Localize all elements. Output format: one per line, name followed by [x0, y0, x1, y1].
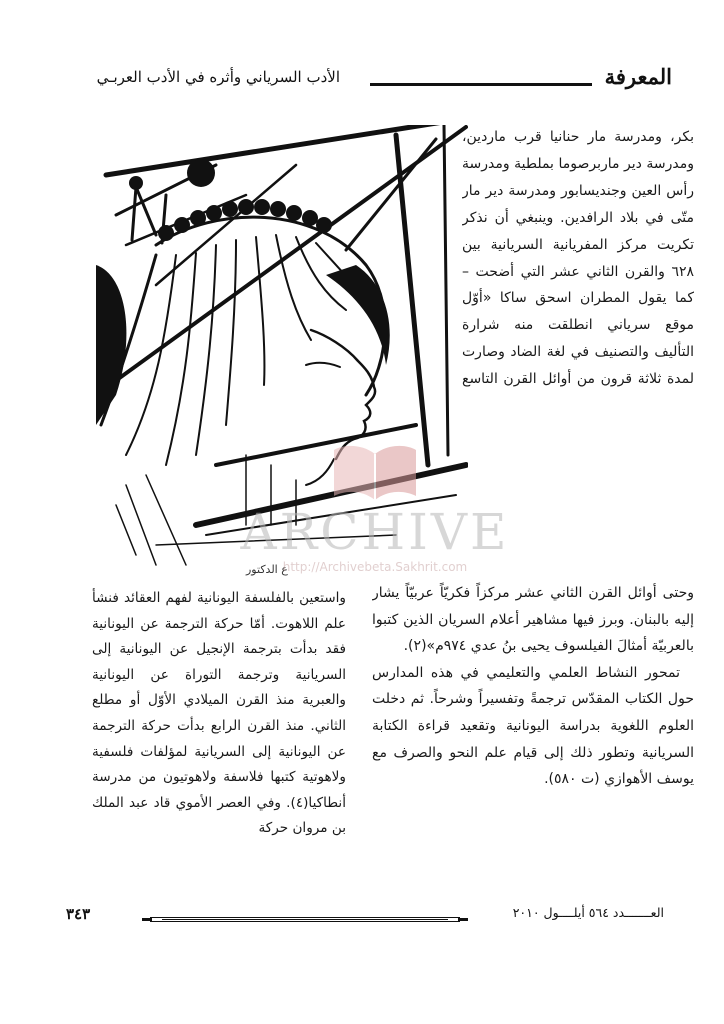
paragraph: وحتى أوائل القرن الثاني عشر مركزاً فكريّاً عربيّاً يشار إليه بالبنان. وبرز فيها مشاهير أعلام السريان الذين كتبوا بالعربيّة أمثالَ الفيلسوف يحيى بنُ عدي ٩٧٤م»(٢). [372, 585, 694, 655]
header-rule [370, 83, 592, 86]
ink-illustration [96, 125, 468, 581]
running-title: الأدب السرياني وأثره في الأدب العربـي [96, 68, 340, 86]
left-column-bottom [92, 586, 346, 892]
right-column-top [462, 124, 694, 594]
paragraph: واستعين بالفلسفة اليونانية لفهم العقائد فنشأ علم اللاهوت. أمّا حركة الترجمة عن اليونانية فقد بدأت بترجمة الإنجيل عن اليونانية إلى السريانية وترجمة التوراة عن اليونانية والعبرية منذ القرن الميلادي الأوّل أو مطلع الثاني. منذ القرن الرابع بدأت حركة الترجمة عن اليونانية إلى السريانية لمؤلفات فلسفية ولاهوتية كتبها فلاسفة ولاهوتيون من مدرسة أنطاكيا(٤). وفي العصر الأموي قاد عبد الملك بن مروان حركة [92, 590, 346, 837]
magazine-logo: المعرفة [604, 64, 672, 89]
paragraph: بكر، ومدرسة مار حنانيا قرب ماردين، ومدرسة دير ماربرصوما بملطية ومدرسة رأس العين وجنديسابور ومدرسة دير مار متّى في بلاد الرافدين. وينبغي أن نذكر تكريت مركز المفريانية السريانية بين ٦٢٨ والقرن الثاني عشر التي أضحت – كما يقول المطران اسحق ساكا «أوّل موقع سرياني انطلقت منه شرارة التأليف والتصنيف في لغة الضاد وصارت لمدة ثلاثة قرون من أوائل القرن التاسع [462, 129, 694, 388]
paragraph: تمحور النشاط العلمي والتعليمي في هذه المدارس حول الكتاب المقدّس ترجمةً وتفسيراً وشرحاً. ثم دخلت العلوم اللغوية بدراسة اليونانية وتقعيد قراءة الكتابة السريانية وتطور ذلك إلى قيام علم النحو والصرف مع يوسف الأهوازي (ت ٥٨٠). [372, 664, 694, 788]
page-number: ٣٤٣ [66, 905, 91, 923]
footer-rule [150, 915, 460, 923]
watermark-word: ARCHIVE [240, 503, 510, 561]
right-column-bottom [372, 580, 694, 900]
watermark-url: http://Archivebeta.Sakhrit.com [282, 560, 468, 574]
issue-info: العـــــــدد ٥٦٤ أيلــــول ٢٠١٠ [512, 905, 664, 920]
illustration-signature: ع الدكتور [246, 563, 288, 576]
